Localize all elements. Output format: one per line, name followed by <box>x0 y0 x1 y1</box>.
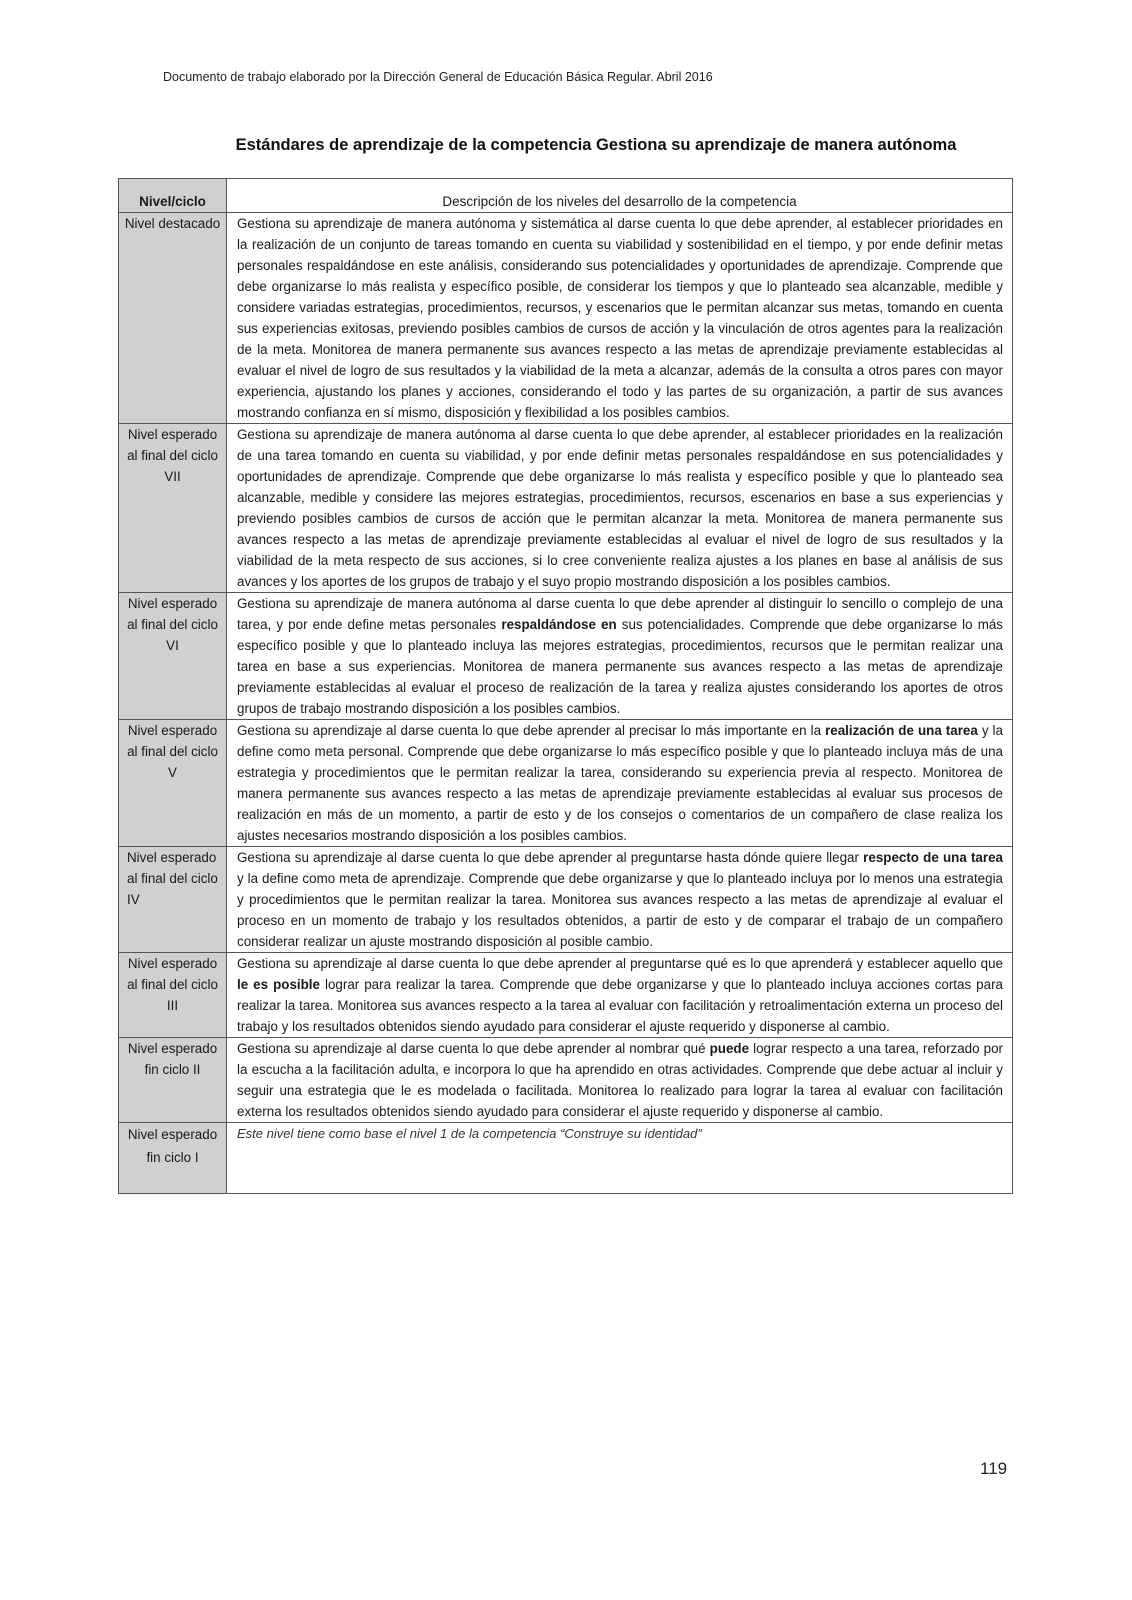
page-title: Estándares de aprendizaje de la competencia Gestiona su aprendizaje de manera autónoma <box>235 136 957 154</box>
table-row <box>119 720 1013 847</box>
text-run: Gestiona su aprendizaje al darse cuenta lo que debe aprender al nombrar qué <box>237 1041 710 1056</box>
page-number: 119 <box>980 1459 1008 1478</box>
standards-table <box>118 178 1013 1194</box>
description-cell <box>227 593 1013 720</box>
bold-text-run: puede <box>709 1041 750 1056</box>
bold-text-run: realización de una tarea <box>825 723 978 738</box>
table-row <box>119 593 1013 720</box>
text-run: lograr para realizar la tarea. Comprende que debe organizarse y que lo planteado incluya acciones cortas para realizar la tarea. Monitorea sus avances respecto a la tarea al evaluar con facilitación y retroalimentación externa un proceso del trabajo y los resultados obtenidos siendo ayudado para considerar el ajuste requerido y disponerse al cambio. <box>237 977 1003 1034</box>
text-run: y la define como meta de aprendizaje. Comprende que debe organizarse y que lo planteado incluya por lo menos una estrategia y procedimientos que le permitan realizar la tarea. Monitorea sus avances respecto a las metas de aprendizaje al evaluar el proceso en un momento de trabajo y los resultados obtenidos, a partir de esto y de comparar el trabajo de un compañero considerar realizar un ajuste mostrando disposición al posible cambio. <box>237 871 1003 949</box>
level-cell: Nivel esperado fin ciclo II <box>119 1038 227 1123</box>
table-row <box>119 1038 1013 1123</box>
text-run: y la define como meta personal. Comprende que debe organizarse lo más específico posible y que lo planteado incluya más de una estrategia y procedimientos que le permitan realizar la tarea, considerando su experiencia previa al respecto. Monitorea de manera permanente sus avances respecto a las metas de aprendizaje previamente establecidas al evaluar sus procesos de realización en más de un momento, a partir de esto y de los consejos o comentarios de un compañero de clase realiza los ajustes necesarios mostrando disposición a los posibles cambios. <box>237 723 1003 843</box>
table-header-row <box>119 179 1013 213</box>
text-run: lograr respecto a una tarea, reforzado por la escucha a la facilitación adulta, e incorpora lo que ha aprendido en otras actividades. Comprende que debe actuar al incluir y seguir una estrategia que le es modelada o facilitada. Monitorea lo realizado para lograr la tarea al evaluar con facilitación externa los resultados obtenidos siendo ayudado para considerar el ajuste requerido y disponerse al cambio. <box>237 1041 1003 1119</box>
bold-text-run: le es posible <box>237 977 320 992</box>
level-cell: Nivel esperado fin ciclo I <box>119 1123 227 1194</box>
level-cell: Nivel esperado al final del ciclo III <box>119 953 227 1038</box>
text-run: Gestiona su aprendizaje al darse cuenta lo que debe aprender al preguntarse hasta dónde quiere llegar <box>237 850 864 865</box>
table-row <box>119 953 1013 1038</box>
text-run: Gestiona su aprendizaje de manera autónoma al darse cuenta lo que debe aprender al distinguir lo sencillo o complejo de una tarea, y por ende define metas personales <box>237 596 1003 632</box>
header-note: Documento de trabajo elaborado por la Dirección General de Educación Básica Regular. Abril 2016 <box>163 70 713 84</box>
table-row <box>119 424 1013 593</box>
column-header-description: Descripción de los niveles del desarrollo de la competencia <box>227 179 1013 213</box>
text-run: Gestiona su aprendizaje al darse cuenta lo que debe aprender al preguntarse qué es lo que aprenderá y establecer aquello que <box>237 956 1003 971</box>
level-cell: Nivel esperado al final del ciclo VII <box>119 424 227 593</box>
description-cell <box>227 424 1013 593</box>
text-run: sus potencialidades. Comprende que debe organizarse lo más específico posible y que lo planteado incluya las mejores estrategias, procedimientos, recursos que le permitan realizar una tarea en base a sus experiencias. Monitorea de manera permanente sus avances respecto a las metas de aprendizaje previamente establecidas al evaluar el proceso de realización de la tarea y realiza ajustes considerando los aportes de otros grupos de trabajo mostrando disposición a los posibles cambios. <box>237 617 1003 716</box>
text-run: Gestiona su aprendizaje de manera autónoma y sistemática al darse cuenta lo que debe aprender, al establecer prioridades en la realización de un conjunto de tareas tomando en cuenta su viabilidad y sostenibilidad en el tiempo, y por ende definir metas personales respaldándose en este análisis, considerando sus potencialidades y oportunidades de aprendizaje. Comprende que debe organizarse lo más realista y específico posible, de considerar los tiempos y que lo planteado sea alcanzable, medible y considere variadas estrategias, procedimientos, recursos, y escenarios que le permitan alcanzar sus metas, tomando en cuenta sus experiencias exitosas, previendo posibles cambios de cursos de acción y la vinculación de otros agentes para la realización de la meta. Monitorea de manera permanente sus avances respecto a las metas de aprendizaje previamente establecidas al evaluar el nivel de logro de sus resultados y la viabilidad de la meta a alcanzar, además de la consulta a otros pares con mayor experiencia, ajustando los planes y acciones, considerando el todo y las partes de su organización, a partir de sus avances mostrando confianza en sí mismo, disposición y flexibilidad a los posibles cambios. <box>237 216 1003 420</box>
description-cell <box>227 1123 1013 1194</box>
text-run: Este nivel tiene como base el nivel 1 de la competencia “Construye su identidad” <box>237 1126 702 1141</box>
table-row <box>119 1123 1013 1194</box>
text-run: Gestiona su aprendizaje al darse cuenta lo que debe aprender al precisar lo más importante en la <box>237 723 826 738</box>
table-row <box>119 847 1013 953</box>
description-cell <box>227 953 1013 1038</box>
level-cell: Nivel esperado al final del ciclo IV <box>119 847 227 953</box>
level-cell: Nivel destacado <box>119 213 227 424</box>
level-cell: Nivel esperado al final del ciclo VI <box>119 593 227 720</box>
column-header-level: Nivel/ciclo <box>119 179 227 213</box>
description-cell <box>227 213 1013 424</box>
level-cell: Nivel esperado al final del ciclo V <box>119 720 227 847</box>
text-run: Gestiona su aprendizaje de manera autónoma al darse cuenta lo que debe aprender, al establecer prioridades en la realización de una tarea tomando en cuenta su viabilidad, y por ende definir metas personales respaldándose en sus potencialidades y oportunidades de aprendizaje. Comprende que debe organizarse lo más realista y específico posible y que lo planteado sea alcanzable, medible y considere las mejores estrategias, procedimientos, recursos, escenarios en base a sus experiencias y previendo posibles cambios de cursos de acción que le permitan alcanzar la meta. Monitorea de manera permanente sus avances respecto a las metas de aprendizaje previamente establecidas al evaluar el nivel de logro de sus resultados y la viabilidad de la meta respecto de sus acciones, si lo cree conveniente realiza ajustes a los planes en base al análisis de sus avances y los aportes de los grupos de trabajo y el suyo propio mostrando disposición a los posibles cambios. <box>237 427 1003 589</box>
bold-text-run: respaldándose en <box>501 617 617 632</box>
table-row <box>119 213 1013 424</box>
description-cell <box>227 720 1013 847</box>
description-cell <box>227 1038 1013 1123</box>
bold-text-run: respecto de una tarea <box>863 850 1003 865</box>
description-cell <box>227 847 1013 953</box>
